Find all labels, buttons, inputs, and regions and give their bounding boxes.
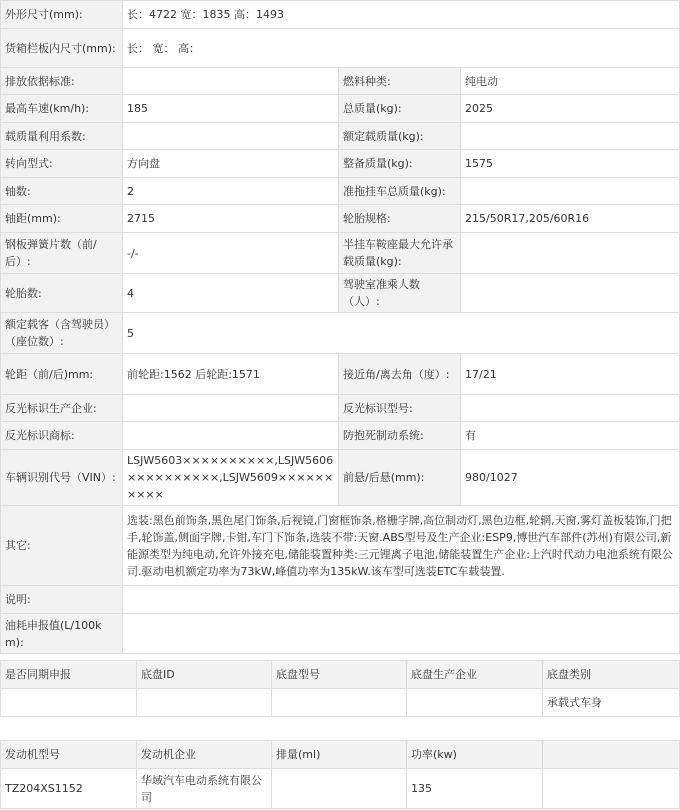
chassis-cell	[1, 689, 137, 717]
spec-label: 反光标识型号:	[339, 395, 461, 422]
spec-label: 整备质量(kg):	[339, 150, 461, 178]
engine-power-cell: 135	[407, 769, 543, 809]
chassis-header-cell: 底盘型号	[272, 661, 407, 689]
spec-value: 前轮距:1562 后轮距:1571	[123, 354, 339, 395]
chassis-header-cell: 底盘ID	[137, 661, 272, 689]
spec-value	[461, 395, 680, 422]
spec-value	[123, 68, 339, 95]
spec-value	[461, 123, 680, 150]
chassis-cell	[272, 689, 407, 717]
engine-header-cell: 发动机企业	[137, 741, 272, 769]
spec-label: 排放依据标准:	[1, 68, 123, 95]
chassis-header-cell: 底盘生产企业	[407, 661, 543, 689]
spec-label: 轴距(mm):	[1, 205, 123, 233]
spec-label: 额定载客（含驾驶员）（座位数）:	[1, 313, 123, 354]
spec-label: 轮距（前/后)mm:	[1, 354, 123, 395]
spec-value: 17/21	[461, 354, 680, 395]
spec-label: 轮胎数:	[1, 274, 123, 313]
spec-row	[1, 233, 680, 274]
spec-value	[123, 422, 339, 450]
spec-row	[1, 95, 680, 123]
spec-row	[1, 205, 680, 233]
spec-value	[123, 123, 339, 150]
spec-row	[1, 354, 680, 395]
spec-value	[123, 395, 339, 422]
spec-label: 准拖挂车总质量(kg):	[339, 178, 461, 205]
chassis-table	[0, 660, 680, 717]
engine-header-cell: 发动机型号	[1, 741, 137, 769]
spec-label: 载质量利用系数:	[1, 123, 123, 150]
engine-model-cell: TZ204XS1152	[1, 769, 137, 809]
engine-table	[0, 740, 680, 809]
spec-label: 接近角/离去角（度）:	[339, 354, 461, 395]
engine-header-cell: 排量(ml)	[272, 741, 407, 769]
chassis-cell	[407, 689, 543, 717]
spec-value: 5	[123, 313, 680, 354]
spec-row	[1, 506, 680, 586]
spec-row	[1, 450, 680, 506]
spec-value: 215/50R17,205/60R16	[461, 205, 680, 233]
spec-label: 外形尺寸(mm):	[1, 1, 123, 29]
spec-label: 前悬/后悬(mm):	[339, 450, 461, 506]
spec-label: 总质量(kg):	[339, 95, 461, 123]
spec-label: 最高车速(km/h):	[1, 95, 123, 123]
engine-header-row	[1, 741, 680, 769]
spec-label: 防抱死制动系统:	[339, 422, 461, 450]
spec-label: 反光标识生产企业:	[1, 395, 123, 422]
spec-row	[1, 614, 680, 654]
chassis-header-row	[1, 661, 680, 689]
spec-value: 2715	[123, 205, 339, 233]
spec-row	[1, 150, 680, 178]
spec-value: 980/1027	[461, 450, 680, 506]
engine-empty-cell	[543, 769, 680, 809]
spec-row	[1, 395, 680, 422]
engine-company-cell: 华域汽车电动系统有限公司	[137, 769, 272, 809]
spec-value: -/-	[123, 233, 339, 274]
spec-value: 有	[461, 422, 680, 450]
spec-row	[1, 178, 680, 205]
spec-label: 车辆识别代号（VIN）:	[1, 450, 123, 506]
spec-value: 纯电动	[461, 68, 680, 95]
spec-row	[1, 313, 680, 354]
spec-value: 2	[123, 178, 339, 205]
chassis-cell: 承载式车身	[543, 689, 680, 717]
spec-row	[1, 1, 680, 29]
spec-value: 1575	[461, 150, 680, 178]
spec-value: LSJW5603××××××××××,LSJW5606××××××××××,LSJW5609××××××××××	[123, 450, 339, 506]
spec-value: 选装:黑色前饰条,黑色尾门饰条,后视镜,门窗框饰条,格栅字牌,高位制动灯,黑色边框,轮辋,天窗,雾灯盖板装饰,门把手,轮饰盖,侧面字牌,卡钳,车门下饰条,选装不带:天窗.ABS型号及生产企业:ESP9,博世汽车部件(苏州)有限公司,新能源类型为纯电动,允许外接充电,储能装置种类:三元锂离子电池,储能装置生产企业:上汽时代动力电池系统有限公司.驱动电机额定功率为73kW,峰值功率为135kW.该车型可选装ETC车载装置.	[123, 506, 680, 586]
spec-label: 油耗申报值(L/100km):	[1, 614, 123, 654]
spec-label: 其它:	[1, 506, 123, 586]
spec-row	[1, 586, 680, 614]
spec-value	[461, 274, 680, 313]
spec-value	[461, 233, 680, 274]
spec-label: 燃料种类:	[339, 68, 461, 95]
spec-label: 驾驶室准乘人数（人）:	[339, 274, 461, 313]
spec-row	[1, 274, 680, 313]
engine-data-row	[1, 769, 680, 809]
spec-label: 货箱栏板内尺寸(mm):	[1, 29, 123, 68]
spec-label: 钢板弹簧片数（前/后）:	[1, 233, 123, 274]
engine-header-cell: 功率(kw)	[407, 741, 543, 769]
spec-label: 轴数:	[1, 178, 123, 205]
spec-value: 长： 宽： 高：	[123, 29, 680, 68]
spec-value: 2025	[461, 95, 680, 123]
spec-value: 长：4722 宽：1835 高：1493	[123, 1, 680, 29]
spec-label: 额定载质量(kg):	[339, 123, 461, 150]
engine-header-cell	[543, 741, 680, 769]
spec-value	[461, 178, 680, 205]
spec-row	[1, 123, 680, 150]
spec-value: 185	[123, 95, 339, 123]
spec-value: 4	[123, 274, 339, 313]
spec-label: 转向型式:	[1, 150, 123, 178]
chassis-header-cell: 底盘类别	[543, 661, 680, 689]
spec-value: 方向盘	[123, 150, 339, 178]
chassis-cell	[137, 689, 272, 717]
chassis-data-row	[1, 689, 680, 717]
spec-row	[1, 68, 680, 95]
spec-row	[1, 29, 680, 68]
spec-label: 半挂车鞍座最大允许承载质量(kg):	[339, 233, 461, 274]
spec-label: 说明:	[1, 586, 123, 614]
spec-value	[123, 586, 680, 614]
spec-label: 轮胎规格:	[339, 205, 461, 233]
engine-displacement-cell	[272, 769, 407, 809]
spec-value	[123, 614, 680, 654]
spec-row	[1, 422, 680, 450]
chassis-header-cell: 是否同期申报	[1, 661, 137, 689]
spec-label: 反光标识商标:	[1, 422, 123, 450]
